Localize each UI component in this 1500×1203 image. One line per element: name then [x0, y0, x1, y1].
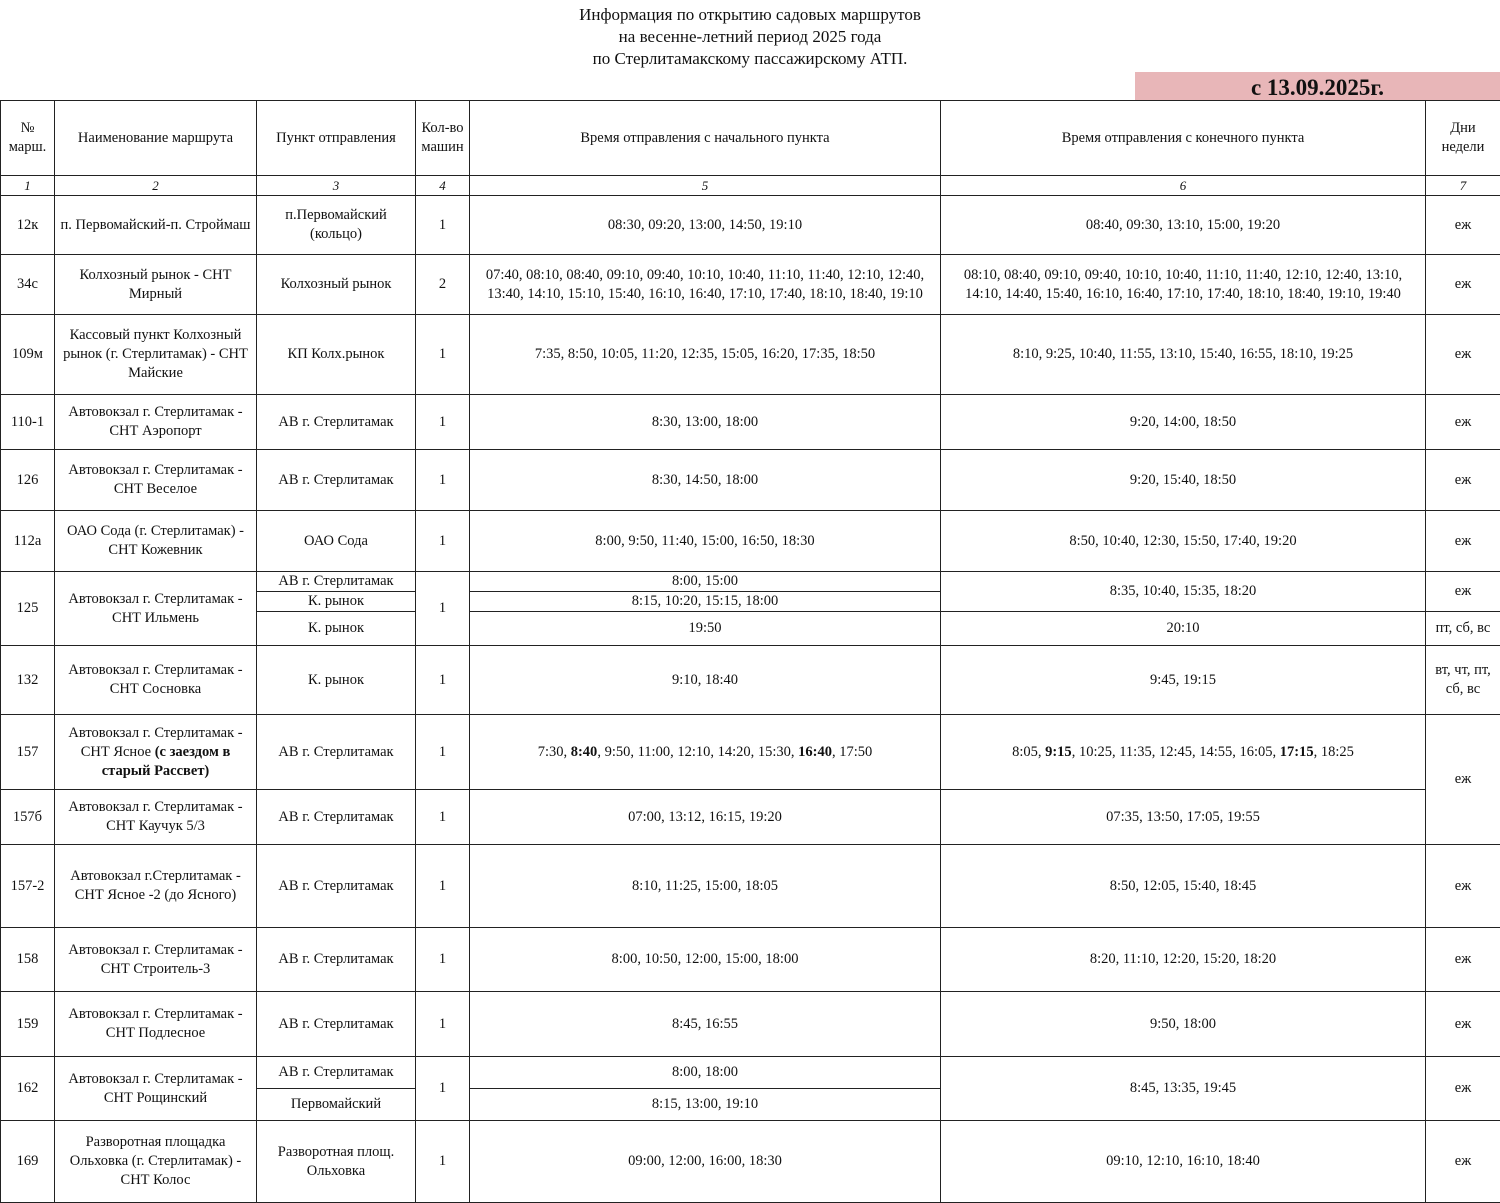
table-row: [1, 646, 1500, 715]
header-times-end: Время отправления с конечного пункта: [941, 101, 1426, 176]
route-number: 126: [1, 450, 55, 511]
route-name: [55, 715, 257, 790]
vehicle-count: 1: [416, 395, 470, 450]
column-number: 2: [55, 176, 257, 196]
route-number: 12к: [1, 196, 55, 255]
route-name: Автовокзал г. Стерлитамак - СНТ Ильмень: [55, 572, 257, 646]
week-days: еж: [1426, 572, 1500, 612]
end-times: 07:35, 13:50, 17:05, 19:55: [941, 790, 1426, 845]
departure-point: ОАО Сода: [257, 511, 416, 572]
route-number: 169: [1, 1121, 55, 1203]
header-days: Дни недели: [1426, 101, 1500, 176]
start-times: 8:15, 13:00, 19:10: [470, 1089, 941, 1121]
route-name: Разворотная площадка Ольховка (г. Стерлитамак) - СНТ Колос: [55, 1121, 257, 1203]
route-number: 34с: [1, 255, 55, 315]
table-row: [1, 255, 1500, 315]
start-times: 07:00, 13:12, 16:15, 19:20: [470, 790, 941, 845]
start-times: 19:50: [470, 612, 941, 646]
end-times: 09:10, 12:10, 16:10, 18:40: [941, 1121, 1426, 1203]
route-name: п. Первомайский-п. Строймаш: [55, 196, 257, 255]
week-days: еж: [1426, 511, 1500, 572]
departure-point: АВ г. Стерлитамак: [257, 992, 416, 1057]
route-name: Кассовый пункт Колхозный рынок (г. Стерлитамак) - СНТ Майские: [55, 315, 257, 395]
table-row: [1, 928, 1500, 992]
route-name-note: (с заездом в старый Рассвет): [102, 744, 231, 779]
header-name: Наименование маршрута: [55, 101, 257, 176]
column-number: 3: [257, 176, 416, 196]
departure-point: АВ г. Стерлитамак: [257, 450, 416, 511]
route-name: Автовокзал г. Стерлитамак - СНТ Строитель-3: [55, 928, 257, 992]
vehicle-count: 1: [416, 715, 470, 790]
start-times: 8:30, 14:50, 18:00: [470, 450, 941, 511]
header-departure-point: Пункт отправления: [257, 101, 416, 176]
departure-point: К. рынок: [257, 646, 416, 715]
header-vehicles: Кол-во машин: [416, 101, 470, 176]
route-name: Автовокзал г. Стерлитамак - СНТ Подлесное: [55, 992, 257, 1057]
table-row: [1, 715, 1500, 790]
time-text: , 9:50, 11:00, 12:10, 14:20, 15:30,: [597, 744, 798, 760]
vehicle-count: 1: [416, 511, 470, 572]
start-times: 8:10, 11:25, 15:00, 18:05: [470, 845, 941, 928]
end-times: 9:50, 18:00: [941, 992, 1426, 1057]
route-name: Автовокзал г. Стерлитамак - СНТ Веселое: [55, 450, 257, 511]
header-row: [1, 101, 1500, 176]
end-times: 9:45, 19:15: [941, 646, 1426, 715]
table-row: [1, 992, 1500, 1057]
end-times: 8:10, 9:25, 10:40, 11:55, 13:10, 15:40, 16:55, 18:10, 19:25: [941, 315, 1426, 395]
departure-point: АВ г. Стерлитамак: [257, 928, 416, 992]
start-times: 8:15, 10:20, 15:15, 18:00: [470, 592, 941, 612]
start-times: 8:00, 18:00: [470, 1057, 941, 1089]
week-days: пт, сб, вс: [1426, 612, 1500, 646]
time-text: , 17:50: [832, 744, 872, 760]
departure-point: К. рынок: [257, 592, 416, 612]
week-days: еж: [1426, 928, 1500, 992]
end-times: 9:20, 14:00, 18:50: [941, 395, 1426, 450]
vehicle-count: 2: [416, 255, 470, 315]
week-days: еж: [1426, 255, 1500, 315]
route-name: Автовокзал г. Стерлитамак - СНТ Аэропорт: [55, 395, 257, 450]
route-name-text: Автовокзал г. Стерлитамак - СНТ Ясное: [68, 725, 242, 760]
route-number: 112а: [1, 511, 55, 572]
table-row: [1, 1121, 1500, 1203]
vehicle-count: 1: [416, 992, 470, 1057]
start-times: 8:00, 10:50, 12:00, 15:00, 18:00: [470, 928, 941, 992]
start-times: 9:10, 18:40: [470, 646, 941, 715]
route-number: 158: [1, 928, 55, 992]
route-name: Автовокзал г. Стерлитамак - СНТ Рощинский: [55, 1057, 257, 1121]
departure-point: п.Первомайский (кольцо): [257, 196, 416, 255]
week-days: еж: [1426, 450, 1500, 511]
time-text: , 18:25: [1314, 744, 1354, 760]
end-times: 08:40, 09:30, 13:10, 15:00, 19:20: [941, 196, 1426, 255]
highlighted-time: 9:15: [1045, 744, 1072, 760]
title-line-1: Информация по открытию садовых маршрутов: [0, 4, 1500, 26]
vehicle-count: 1: [416, 450, 470, 511]
start-times: [470, 715, 941, 790]
column-number: 1: [1, 176, 55, 196]
vehicle-count: 1: [416, 845, 470, 928]
week-days: еж: [1426, 715, 1500, 845]
vehicle-count: 1: [416, 1057, 470, 1121]
title-line-3: по Стерлитамакскому пассажирскому АТП.: [0, 48, 1500, 70]
start-times: 8:45, 16:55: [470, 992, 941, 1057]
departure-point: Колхозный рынок: [257, 255, 416, 315]
week-days: еж: [1426, 845, 1500, 928]
start-times: 7:35, 8:50, 10:05, 11:20, 12:35, 15:05, 16:20, 17:35, 18:50: [470, 315, 941, 395]
departure-point: К. рынок: [257, 612, 416, 646]
start-times: 09:00, 12:00, 16:00, 18:30: [470, 1121, 941, 1203]
route-number: 110-1: [1, 395, 55, 450]
end-times: 08:10, 08:40, 09:10, 09:40, 10:10, 10:40, 11:10, 11:40, 12:10, 12:40, 13:10, 14:10, 14:40, 15:40, 16:10, 16:40, 17:10, 17:40, 18:10, 18:40, 19:10, 19:40: [941, 255, 1426, 315]
route-name: ОАО Сода (г. Стерлитамак) - СНТ Кожевник: [55, 511, 257, 572]
end-times: 8:45, 13:35, 19:45: [941, 1057, 1426, 1121]
vehicle-count: 1: [416, 928, 470, 992]
document-title: [0, 4, 1500, 70]
vehicle-count: 1: [416, 315, 470, 395]
route-number: 162: [1, 1057, 55, 1121]
vehicle-count: 1: [416, 790, 470, 845]
week-days: еж: [1426, 315, 1500, 395]
week-days: еж: [1426, 395, 1500, 450]
week-days: еж: [1426, 196, 1500, 255]
route-number: 157-2: [1, 845, 55, 928]
highlighted-time: 8:40: [571, 744, 598, 760]
route-number: 157б: [1, 790, 55, 845]
start-times: 8:30, 13:00, 18:00: [470, 395, 941, 450]
column-number: 7: [1426, 176, 1500, 196]
end-times: 8:20, 11:10, 12:20, 15:20, 18:20: [941, 928, 1426, 992]
highlighted-time: 17:15: [1280, 744, 1314, 760]
end-times: 9:20, 15:40, 18:50: [941, 450, 1426, 511]
start-times: 8:00, 9:50, 11:40, 15:00, 16:50, 18:30: [470, 511, 941, 572]
route-number: 159: [1, 992, 55, 1057]
departure-point: АВ г. Стерлитамак: [257, 790, 416, 845]
table-row: [1, 511, 1500, 572]
table-row: [1, 790, 1500, 845]
schedule-table: [0, 100, 1500, 1203]
vehicle-count: 1: [416, 646, 470, 715]
time-text: 8:05,: [1012, 744, 1045, 760]
departure-point: АВ г. Стерлитамак: [257, 1057, 416, 1089]
route-name: Автовокзал г. Стерлитамак - СНТ Каучук 5/3: [55, 790, 257, 845]
start-times: 07:40, 08:10, 08:40, 09:10, 09:40, 10:10, 10:40, 11:10, 11:40, 12:10, 12:40, 13:40, 14:10, 15:10, 15:40, 16:10, 16:40, 17:10, 17:40, 18:10, 18:40, 19:10: [470, 255, 941, 315]
vehicle-count: 1: [416, 1121, 470, 1203]
vehicle-count: 1: [416, 572, 470, 646]
end-times: 8:50, 12:05, 15:40, 18:45: [941, 845, 1426, 928]
start-times: 8:00, 15:00: [470, 572, 941, 592]
end-times: 8:35, 10:40, 15:35, 18:20: [941, 572, 1426, 612]
week-days: еж: [1426, 1057, 1500, 1121]
effective-date-badge: с 13.09.2025г.: [1135, 72, 1500, 101]
end-times: [941, 715, 1426, 790]
column-number: 4: [416, 176, 470, 196]
departure-point: Разворотная площ. Ольховка: [257, 1121, 416, 1203]
departure-point: АВ г. Стерлитамак: [257, 572, 416, 592]
route-number: 132: [1, 646, 55, 715]
route-name: Колхозный рынок - СНТ Мирный: [55, 255, 257, 315]
route-number: 125: [1, 572, 55, 646]
departure-point: АВ г. Стерлитамак: [257, 845, 416, 928]
time-text: 7:30,: [538, 744, 571, 760]
start-times: 08:30, 09:20, 13:00, 14:50, 19:10: [470, 196, 941, 255]
route-name: Автовокзал г.Стерлитамак - СНТ Ясное -2 (до Ясного): [55, 845, 257, 928]
header-times-start: Время отправления с начального пункта: [470, 101, 941, 176]
table-row: [1, 196, 1500, 255]
column-number-row: [1, 176, 1500, 196]
departure-point: КП Колх.рынок: [257, 315, 416, 395]
week-days: еж: [1426, 1121, 1500, 1203]
table-row: [1, 315, 1500, 395]
table-row: [1, 845, 1500, 928]
table-row: [1, 395, 1500, 450]
route-name: Автовокзал г. Стерлитамак - СНТ Сосновка: [55, 646, 257, 715]
table-row: [1, 450, 1500, 511]
table-row: [1, 572, 1500, 592]
route-number: 157: [1, 715, 55, 790]
week-days: еж: [1426, 992, 1500, 1057]
time-text: , 10:25, 11:35, 12:45, 14:55, 16:05,: [1072, 744, 1280, 760]
departure-point: Первомайский: [257, 1089, 416, 1121]
column-number: 5: [470, 176, 941, 196]
end-times: 20:10: [941, 612, 1426, 646]
end-times: 8:50, 10:40, 12:30, 15:50, 17:40, 19:20: [941, 511, 1426, 572]
week-days: вт, чт, пт, сб, вс: [1426, 646, 1500, 715]
table-row: [1, 1057, 1500, 1089]
title-line-2: на весенне-летний период 2025 года: [0, 26, 1500, 48]
column-number: 6: [941, 176, 1426, 196]
vehicle-count: 1: [416, 196, 470, 255]
departure-point: АВ г. Стерлитамак: [257, 715, 416, 790]
highlighted-time: 16:40: [798, 744, 832, 760]
header-num: № марш.: [1, 101, 55, 176]
route-number: 109м: [1, 315, 55, 395]
departure-point: АВ г. Стерлитамак: [257, 395, 416, 450]
